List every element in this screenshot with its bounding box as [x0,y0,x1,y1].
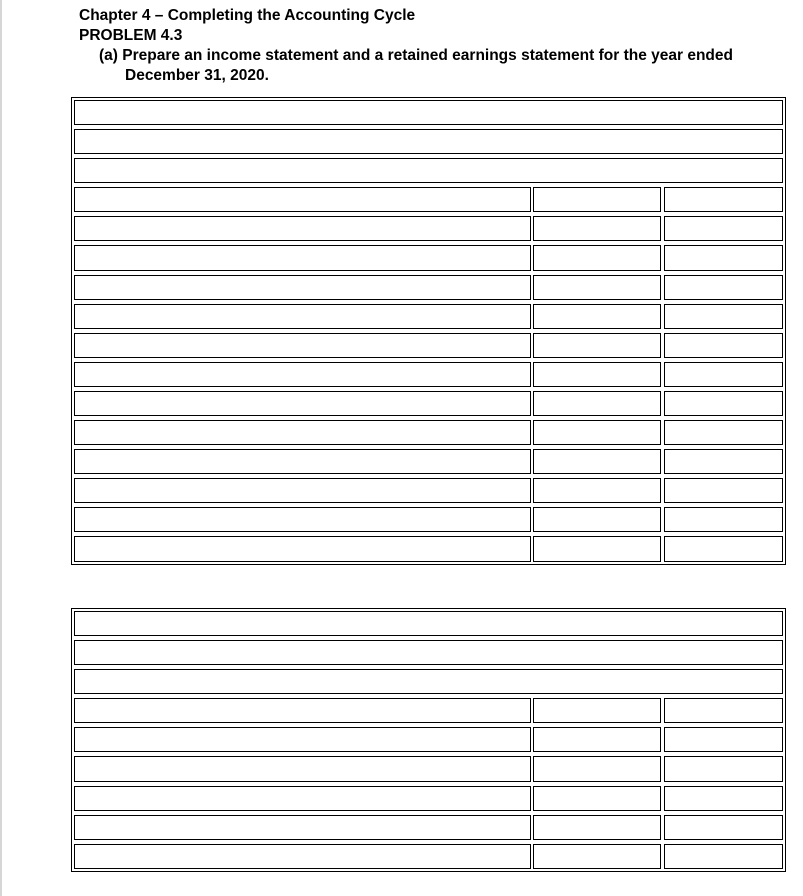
amount-cell-1[interactable] [533,449,661,474]
amount-cell-1[interactable] [533,333,661,358]
problem-label: PROBLEM 4.3 [79,27,183,44]
heading-row [72,98,785,127]
description-cell[interactable] [74,727,531,752]
line-row [72,696,785,725]
line-row [72,273,785,302]
line-row [72,418,785,447]
description-cell[interactable] [74,844,531,869]
description-cell[interactable] [74,786,531,811]
amount-cell-2[interactable] [664,478,783,503]
instruction-line-2: December 31, 2020. [125,67,269,84]
amount-cell-1[interactable] [533,187,661,212]
amount-cell-2[interactable] [664,815,783,840]
heading-cell[interactable] [74,611,783,636]
amount-cell-2[interactable] [664,304,783,329]
document-header [79,6,789,86]
line-row [72,754,785,783]
heading-row [72,638,785,667]
amount-cell-2[interactable] [664,333,783,358]
description-cell[interactable] [74,536,531,561]
heading-row [72,156,785,185]
amount-cell-2[interactable] [664,391,783,416]
description-cell[interactable] [74,245,531,270]
line-row [72,360,785,389]
income-statement-worksheet [71,97,786,565]
instruction-text [99,46,789,86]
amount-cell-1[interactable] [533,304,661,329]
description-cell[interactable] [74,478,531,503]
amount-cell-1[interactable] [533,844,661,869]
amount-cell-2[interactable] [664,756,783,781]
chapter-title: Chapter 4 – Completing the Accounting Cycle [79,7,416,24]
description-cell[interactable] [74,187,531,212]
amount-cell-2[interactable] [664,216,783,241]
description-cell[interactable] [74,756,531,781]
line-row [72,243,785,272]
amount-cell-1[interactable] [533,507,661,532]
heading-cell[interactable] [74,640,783,665]
line-row [72,476,785,505]
heading-cell[interactable] [74,669,783,694]
line-row [72,842,785,871]
amount-cell-2[interactable] [664,507,783,532]
line-row [72,302,785,331]
amount-cell-2[interactable] [664,536,783,561]
description-cell[interactable] [74,449,531,474]
amount-cell-2[interactable] [664,245,783,270]
heading-row [72,667,785,696]
amount-cell-1[interactable] [533,478,661,503]
line-row [72,725,785,754]
heading-cell[interactable] [74,129,783,154]
amount-cell-2[interactable] [664,698,783,723]
description-cell[interactable] [74,275,531,300]
amount-cell-2[interactable] [664,362,783,387]
heading-row [72,127,785,156]
amount-cell-1[interactable] [533,420,661,445]
amount-cell-2[interactable] [664,786,783,811]
amount-cell-2[interactable] [664,844,783,869]
amount-cell-2[interactable] [664,727,783,752]
description-cell[interactable] [74,420,531,445]
heading-cell[interactable] [74,158,783,183]
description-cell[interactable] [74,815,531,840]
instruction-line-1: (a) Prepare an income statement and a retained earnings statement for the year ended [99,47,733,64]
amount-cell-2[interactable] [664,420,783,445]
line-row [72,784,785,813]
description-cell[interactable] [74,304,531,329]
page-left-margin-rule [0,0,2,896]
heading-cell[interactable] [74,100,783,125]
amount-cell-1[interactable] [533,536,661,561]
amount-cell-1[interactable] [533,727,661,752]
description-cell[interactable] [74,333,531,358]
amount-cell-1[interactable] [533,275,661,300]
amount-cell-2[interactable] [664,275,783,300]
line-row [72,534,785,563]
amount-cell-1[interactable] [533,815,661,840]
description-cell[interactable] [74,698,531,723]
line-row [72,813,785,842]
amount-cell-1[interactable] [533,245,661,270]
retained-earnings-worksheet [71,608,786,872]
amount-cell-1[interactable] [533,391,661,416]
amount-cell-1[interactable] [533,698,661,723]
description-cell[interactable] [74,391,531,416]
amount-cell-1[interactable] [533,786,661,811]
line-row [72,389,785,418]
line-row [72,505,785,534]
line-row [72,331,785,360]
line-row [72,447,785,476]
amount-cell-2[interactable] [664,449,783,474]
amount-cell-1[interactable] [533,362,661,387]
description-cell[interactable] [74,216,531,241]
amount-cell-1[interactable] [533,216,661,241]
heading-row [72,609,785,638]
description-cell[interactable] [74,507,531,532]
line-row [72,214,785,243]
amount-cell-2[interactable] [664,187,783,212]
line-row [72,185,785,214]
amount-cell-1[interactable] [533,756,661,781]
description-cell[interactable] [74,362,531,387]
